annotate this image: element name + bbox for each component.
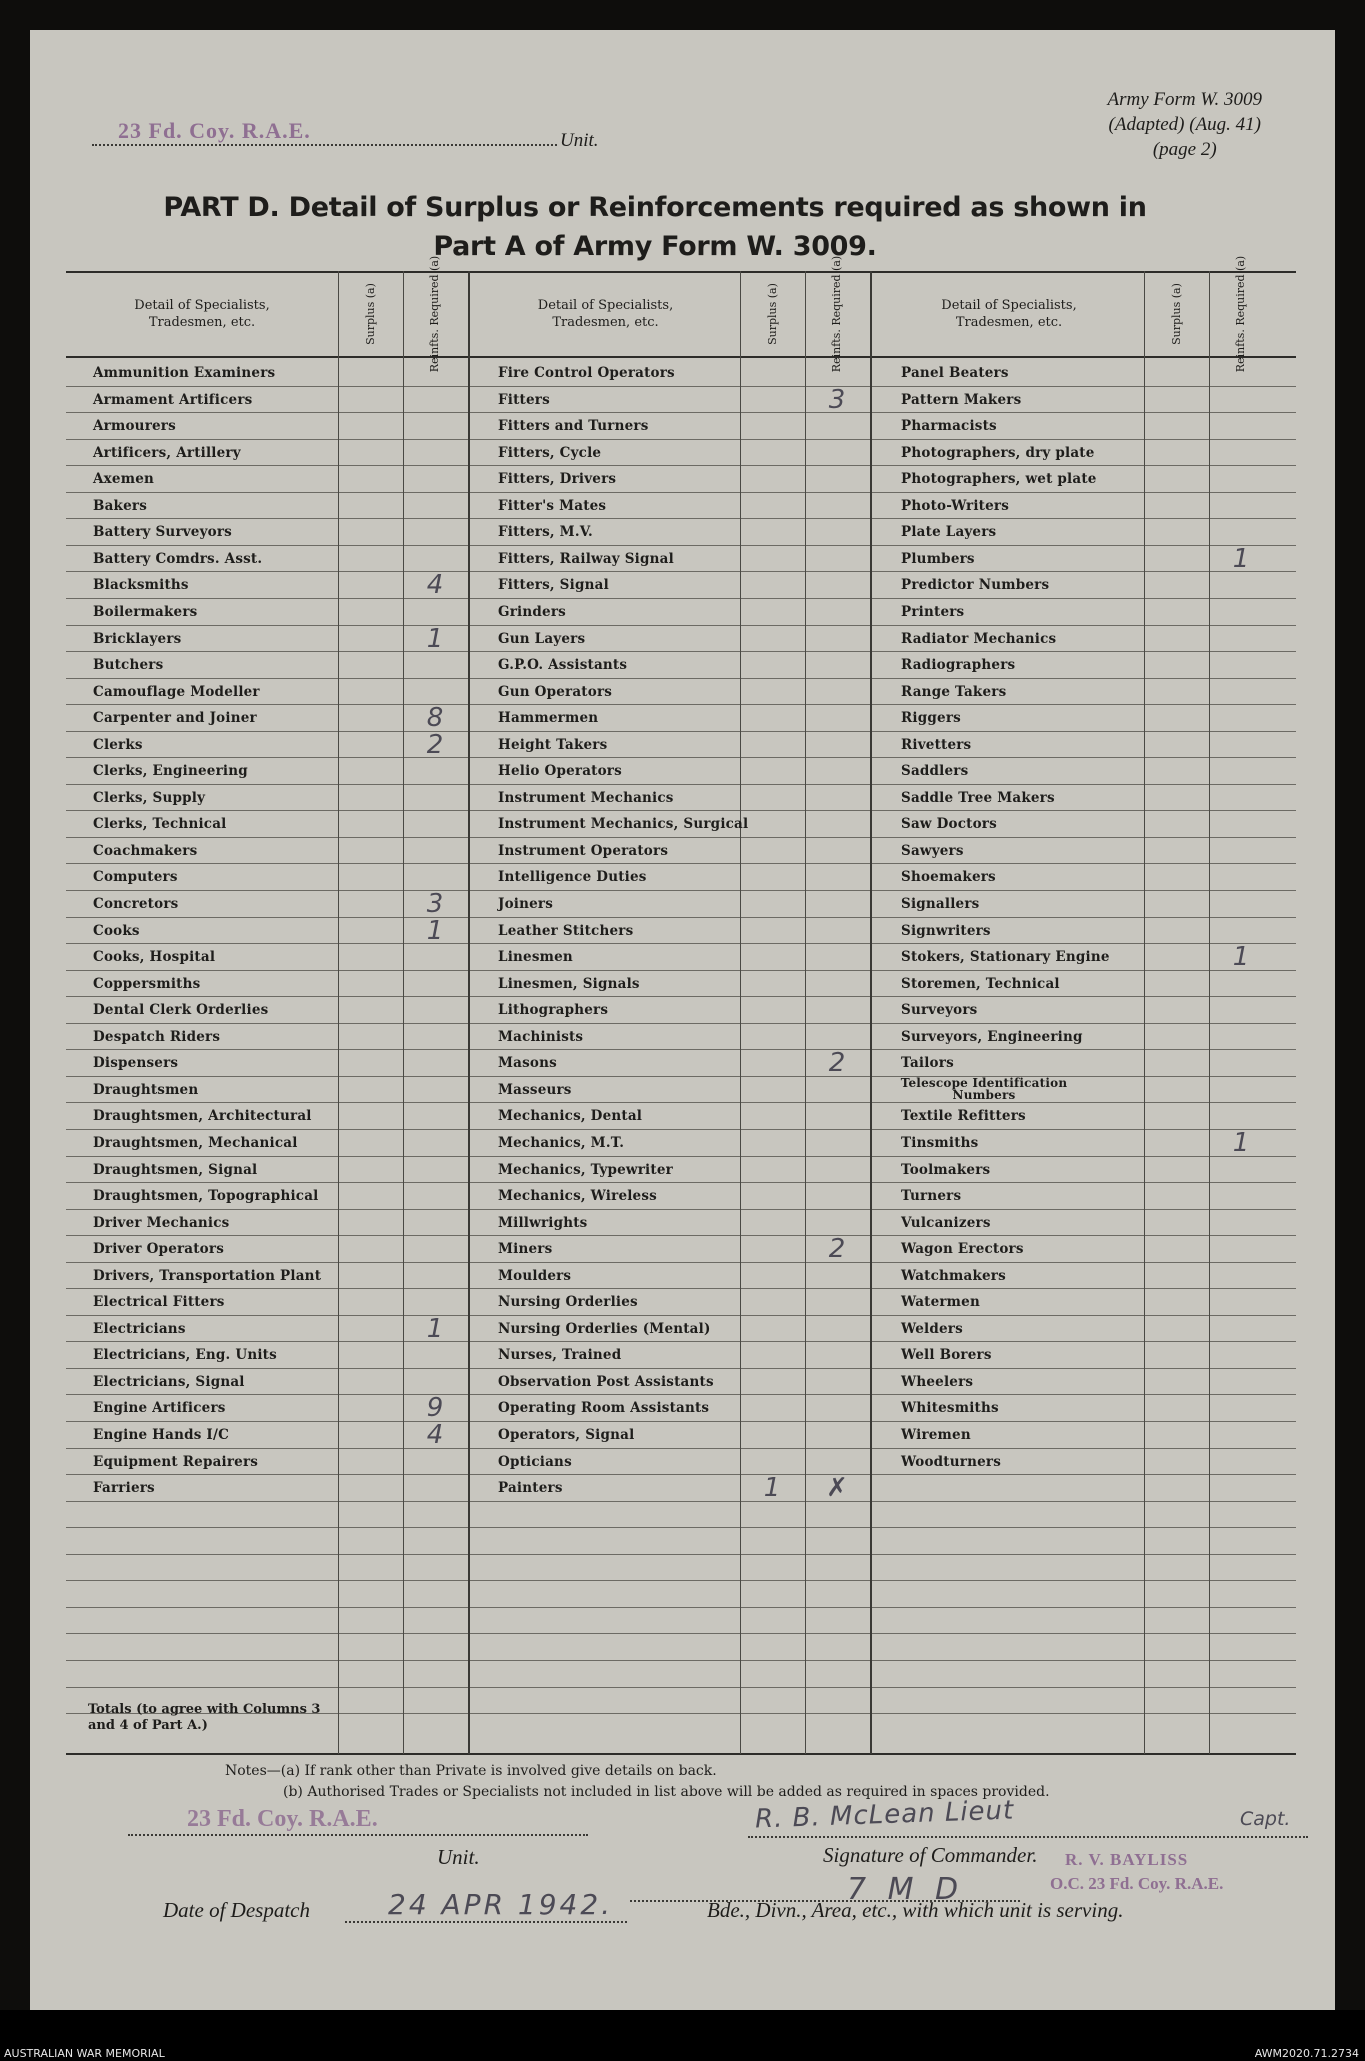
trade-label: Fire Control Operators (498, 365, 675, 381)
trade-label: Millwrights (498, 1214, 588, 1231)
trade-label: Lithographers (498, 1002, 609, 1019)
specialists-table (66, 255, 1296, 1754)
trade-label: Linesmen, Signals (498, 975, 640, 992)
column-header-surplus-text: Surplus (a) (1169, 282, 1183, 345)
commander-name-stamp: R. V. BAYLISS (1065, 1850, 1189, 1869)
trade-label: Instrument Mechanics, Surgical (498, 816, 749, 833)
trade-label: Range Takers (901, 683, 1007, 700)
trade-label: Electricians (93, 1320, 186, 1337)
trade-label: Equipment Repairers (93, 1453, 259, 1470)
table-row-rule (66, 731, 1296, 732)
trade-label: Height Takers (498, 736, 608, 753)
trade-label: Saw Doctors (901, 816, 997, 833)
table-row-rule (66, 1474, 1296, 1475)
column-header-surplus (338, 271, 403, 356)
trade-label: Masseurs (498, 1081, 572, 1098)
unit-label-bottom: Unit. (437, 1845, 480, 1869)
trade-label: Butchers (93, 657, 164, 674)
trade-label: Linesmen (498, 949, 573, 966)
trade-label: Clerks, Technical (93, 816, 227, 833)
trade-label: Bricklayers (93, 630, 182, 647)
entry-reinfts: 2 (828, 1234, 846, 1265)
trade-label: Draughtsmen, Mechanical (93, 1134, 298, 1151)
table-row-rule (66, 412, 1296, 413)
entry-reinfts: 1 (426, 915, 444, 946)
signature-rank: Capt. (1240, 1808, 1291, 1830)
trade-label: Instrument Mechanics (498, 789, 674, 806)
table-group-rule (468, 271, 470, 1754)
column-header-surplus-text: Surplus (a) (765, 282, 779, 345)
trade-label: Computers (93, 869, 178, 886)
table-column-rule (1209, 271, 1210, 1754)
table-row-rule (66, 1102, 1296, 1103)
trade-label: Drivers, Transportation Plant (93, 1267, 322, 1284)
table-row-rule (66, 678, 1296, 679)
table-row-rule (66, 704, 1296, 705)
column-header-reinfts-text: Reinfts. Required (a) (428, 255, 442, 372)
trade-label: Fitters (498, 391, 550, 408)
trade-label: Clerks, Supply (93, 789, 206, 806)
column-header-detail-text: Detail of Specialists, Tradesmen, etc. (941, 297, 1077, 330)
entry-reinfts: ✗ (826, 1473, 848, 1504)
trade-label: Fitters, M.V. (498, 524, 593, 541)
trade-label: Machinists (498, 1028, 584, 1045)
trade-label: Telescope Identification Numbers (900, 1075, 1068, 1102)
table-row-rule (66, 1448, 1296, 1449)
entry-reinfts: 3 (426, 889, 444, 919)
archive-credit: AUSTRALIAN WAR MEMORIAL (4, 2047, 165, 2060)
trade-label: Wheelers (901, 1373, 974, 1390)
table-header-rule (66, 356, 1296, 358)
table-row-rule (66, 1368, 1296, 1369)
trade-label: Blacksmiths (93, 577, 189, 594)
trade-label: Fitters, Railway Signal (498, 550, 674, 567)
note-a: Notes—(a) If rank other than Private is involved give details on back. (225, 1763, 717, 1779)
column-header-reinfts (403, 255, 468, 372)
area-label: Bde., Divn., Area, etc., with which unit is serving. (707, 1898, 1124, 1922)
trade-label: Mechanics, Dental (498, 1108, 643, 1125)
commander-signature: R. B. McLean Lieut (754, 1795, 1015, 1835)
form-ref-line: Army Form W. 3009 (1107, 89, 1262, 110)
trade-label: Coachmakers (93, 842, 198, 859)
column-header-surplus-text: Surplus (a) (363, 282, 377, 345)
trade-label: Radiographers (901, 657, 1016, 674)
table-row-rule (66, 1687, 1296, 1688)
table-row-rule (66, 1235, 1296, 1236)
trade-label: Turners (901, 1188, 962, 1205)
table-row-rule (66, 810, 1296, 811)
trade-label: Fitters, Signal (498, 577, 609, 594)
trade-label: Artificers, Artillery (93, 444, 241, 461)
entry-reinfts: 1 (426, 1313, 444, 1344)
trade-label: Signwriters (901, 922, 991, 939)
trade-label: Storemen, Technical (901, 975, 1060, 992)
trade-label: Surveyors (901, 1002, 978, 1019)
trade-label: Photographers, wet plate (901, 471, 1097, 488)
trade-label: Fitters and Turners (498, 418, 649, 435)
trade-label: Cooks, Hospital (93, 949, 216, 966)
entry-reinfts: 9 (426, 1393, 444, 1424)
trade-label: Hammermen (498, 710, 599, 727)
trade-label: Despatch Riders (93, 1028, 221, 1045)
column-header-reinfts-text: Reinfts. Required (a) (1234, 255, 1248, 372)
trade-label: G.P.O. Assistants (498, 657, 628, 674)
table-row-rule (66, 1049, 1296, 1050)
column-header-surplus (1144, 271, 1209, 356)
form-title (120, 188, 1190, 266)
trade-label: Signallers (901, 896, 980, 912)
entry-surplus: 1 (763, 1473, 781, 1504)
trade-label: Gun Layers (498, 630, 586, 647)
trade-label: Vulcanizers (901, 1214, 991, 1231)
trade-label: Nursing Orderlies (498, 1294, 638, 1311)
table-row-rule (66, 1182, 1296, 1183)
trade-label: Dental Clerk Orderlies (93, 1002, 269, 1019)
title-line-2: Part A of Army Form W. 3009. (433, 231, 877, 262)
unit-dotted-line-bottom (128, 1834, 588, 1836)
trade-label: Coppersmiths (93, 975, 201, 992)
table-row-rule (66, 1209, 1296, 1210)
table-row-rule (66, 492, 1296, 493)
trade-label: Pattern Makers (901, 391, 1022, 408)
trade-label: Cooks (93, 922, 140, 939)
entry-reinfts: 1 (426, 623, 444, 654)
table-row-rule (66, 386, 1296, 387)
date-value: 24 APR 1942. (388, 1888, 614, 1921)
trade-label: Shoemakers (901, 869, 996, 886)
trade-label: Masons (498, 1055, 557, 1072)
trade-label: Fitters, Cycle (498, 444, 602, 461)
trade-label: Armament Artificers (93, 391, 253, 408)
trade-label: Plate Layers (901, 524, 997, 541)
trade-label: Riggers (901, 710, 961, 727)
trade-label: Operating Room Assistants (498, 1400, 710, 1417)
archive-reference: AWM2020.71.2734 (1254, 2047, 1359, 2060)
column-header-detail (471, 271, 740, 356)
archive-footer-bar (0, 2010, 1365, 2061)
table-row-rule (66, 1341, 1296, 1342)
table-row-rule (66, 917, 1296, 918)
table-row-rule (66, 1660, 1296, 1661)
table-row-rule (66, 1633, 1296, 1634)
form-ref-line: (page 2) (1152, 139, 1217, 160)
trade-label: Textile Refitters (901, 1108, 1026, 1125)
table-row-rule (66, 1580, 1296, 1581)
trade-label: Nursing Orderlies (Mental) (498, 1320, 711, 1337)
table-row-rule (66, 518, 1296, 519)
trade-label: Draughtsmen, Architectural (93, 1108, 312, 1125)
column-header-detail-text: Detail of Specialists, Tradesmen, etc. (537, 297, 674, 330)
column-header-detail (66, 271, 338, 356)
trade-label: Gun Operators (498, 683, 613, 700)
table-row-rule (66, 1607, 1296, 1608)
trade-label: Photo-Writers (901, 497, 1010, 514)
table-row-rule (66, 651, 1296, 652)
table-row-rule (66, 625, 1296, 626)
trade-label: Fitters, Drivers (498, 471, 617, 488)
table-row-rule (66, 465, 1296, 466)
trade-label: Observation Post Assistants (498, 1373, 714, 1390)
trade-label: Electricians, Signal (93, 1373, 245, 1390)
trade-label: Draughtsmen, Topographical (93, 1188, 319, 1205)
unit-stamp-bottom: 23 Fd. Coy. R.A.E. (187, 1806, 378, 1832)
table-column-rule (740, 271, 741, 1754)
table-row-rule (66, 571, 1296, 572)
table-row-rule (66, 1554, 1296, 1555)
column-header-reinfts (805, 255, 870, 372)
trade-label: Stokers, Stationary Engine (901, 949, 1110, 966)
table-row-rule (66, 996, 1296, 997)
trade-label: Leather Stitchers (498, 922, 634, 939)
table-row-rule (66, 1262, 1296, 1263)
table-row-rule (66, 1394, 1296, 1395)
entry-reinfts: 2 (426, 729, 444, 760)
trade-label: Armourers (93, 418, 176, 435)
trade-label: Mechanics, Wireless (498, 1188, 657, 1205)
trade-label: Woodturners (901, 1453, 1001, 1470)
table-row-rule (66, 1076, 1296, 1077)
trade-label: Clerks (93, 736, 143, 753)
trade-label: Plumbers (901, 550, 975, 567)
title-line-1: PART D. Detail of Surplus or Reinforcements required as shown in (163, 192, 1147, 223)
trade-label: Fitter's Mates (498, 497, 607, 514)
trade-label: Battery Surveyors (93, 524, 232, 541)
trade-label: Axemen (93, 471, 155, 488)
trade-label: Driver Mechanics (93, 1214, 230, 1231)
trade-label: Engine Artificers (93, 1400, 226, 1417)
trade-label: Mechanics, M.T. (498, 1134, 625, 1151)
trade-label: Well Borers (901, 1347, 992, 1364)
trade-label: Tinsmiths (901, 1134, 979, 1151)
trade-label: Watermen (901, 1294, 980, 1311)
trade-label: Concretors (93, 896, 179, 912)
column-header-reinfts-text: Reinfts. Required (a) (830, 255, 844, 372)
trade-label: Welders (901, 1320, 963, 1337)
trade-label: Bakers (93, 497, 148, 514)
trade-label: Farriers (93, 1480, 155, 1497)
table-column-rule (805, 271, 806, 1754)
trade-label: Opticians (498, 1453, 572, 1470)
trade-label: Electricians, Eng. Units (93, 1347, 277, 1364)
table-row-rule (66, 1421, 1296, 1422)
commander-unit-stamp: O.C. 23 Fd. Coy. R.A.E. (1050, 1874, 1224, 1893)
table-group-rule (870, 271, 872, 1754)
form-reference (1108, 87, 1262, 162)
area-value: 7 M D (847, 1872, 965, 1907)
signature-dotted-line (748, 1836, 1308, 1838)
trade-label: Electrical Fitters (93, 1294, 225, 1311)
date-dotted-line (345, 1921, 627, 1923)
table-bottom-rule (66, 1753, 1296, 1755)
entry-reinfts: 3 (828, 384, 846, 415)
table-row-rule (66, 1129, 1296, 1130)
trade-label: Clerks, Engineering (93, 763, 248, 780)
note-b: (b) Authorised Trades or Specialists not included in list above will be added as required in spaces provided. (283, 1784, 1050, 1800)
table-row-rule (66, 545, 1296, 546)
table-row-rule (66, 598, 1296, 599)
table-row-rule (66, 890, 1296, 891)
table-row-rule (66, 863, 1296, 864)
trade-label: Nurses, Trained (498, 1347, 622, 1364)
trade-label: Draughtsmen (93, 1081, 199, 1098)
table-row-rule (66, 439, 1296, 440)
trade-label: Battery Comdrs. Asst. (93, 550, 263, 567)
table-row-rule (66, 1156, 1296, 1157)
table-column-rule (338, 271, 339, 1754)
trade-label: Sawyers (901, 842, 964, 859)
trade-label: Moulders (498, 1267, 572, 1284)
unit-label: Unit. (560, 130, 599, 151)
unit-dotted-line (92, 144, 557, 146)
trade-label: Saddlers (901, 763, 969, 780)
table-row-rule (66, 1288, 1296, 1289)
entry-reinfts: 8 (426, 703, 444, 734)
trade-label: Panel Beaters (901, 365, 1009, 381)
trade-label: Predictor Numbers (901, 577, 1050, 594)
table-column-rule (1144, 271, 1145, 1754)
table-row-rule (66, 784, 1296, 785)
table-row-rule (66, 970, 1296, 971)
trade-label: Carpenter and Joiner (93, 710, 257, 727)
trade-label: Mechanics, Typewriter (498, 1161, 673, 1178)
trade-label: Painters (498, 1480, 563, 1497)
trade-label: Whitesmiths (901, 1400, 999, 1417)
trade-label: Wiremen (901, 1427, 971, 1443)
trade-label: Watchmakers (901, 1267, 1006, 1284)
trade-label: Draughtsmen, Signal (93, 1161, 258, 1178)
totals-label: Totals (to agree with Columns 3 and 4 of Part A.) (88, 1702, 321, 1733)
trade-label: Wagon Erectors (901, 1241, 1024, 1258)
trade-label: Camouflage Modeller (93, 683, 260, 700)
trade-label: Boilermakers (93, 603, 198, 620)
entry-reinfts: 1 (1232, 1127, 1250, 1158)
table-row-rule (66, 1527, 1296, 1528)
trade-label: Radiator Mechanics (901, 630, 1057, 647)
unit-stamp: 23 Fd. Coy. R.A.E. (118, 118, 311, 143)
column-header-detail-text: Detail of Specialists, Tradesmen, etc. (134, 297, 270, 330)
table-row-rule (66, 1023, 1296, 1024)
table-row-rule (66, 757, 1296, 758)
entry-reinfts: 1 (1232, 942, 1250, 973)
trade-label: Engine Hands I/C (93, 1427, 230, 1443)
entry-reinfts: 2 (828, 1048, 846, 1079)
table-row-rule (66, 943, 1296, 944)
trade-label: Joiners (498, 896, 554, 912)
table-row-rule (66, 1501, 1296, 1502)
column-header-reinfts (1209, 255, 1274, 372)
trade-label: Printers (901, 603, 965, 620)
trade-label: Surveyors, Engineering (901, 1028, 1083, 1045)
entry-reinfts: 4 (426, 1420, 444, 1450)
date-label: Date of Despatch (163, 1898, 310, 1922)
entry-reinfts: 4 (426, 570, 444, 601)
trade-label: Ammunition Examiners (93, 365, 276, 381)
trade-label: Tailors (901, 1055, 954, 1072)
trade-label: Rivetters (901, 736, 972, 753)
trade-label: Pharmacists (901, 418, 997, 435)
entry-reinfts: 1 (1232, 543, 1250, 574)
trade-label: Dispensers (93, 1055, 179, 1072)
table-column-rule (403, 271, 404, 1754)
trade-label: Instrument Operators (498, 842, 669, 859)
signature-label: Signature of Commander. (823, 1843, 1038, 1867)
trade-label: Grinders (498, 603, 566, 620)
trade-label: Miners (498, 1241, 553, 1258)
trade-label: Toolmakers (901, 1161, 991, 1178)
trade-label: Driver Operators (93, 1241, 224, 1258)
table-row-rule (66, 837, 1296, 838)
trade-label: Saddle Tree Makers (901, 789, 1055, 806)
trade-label: Operators, Signal (498, 1427, 635, 1443)
column-header-detail (874, 271, 1144, 356)
table-row-rule (66, 1315, 1296, 1316)
trade-label: Helio Operators (498, 763, 622, 780)
column-header-surplus (740, 271, 805, 356)
form-ref-line: (Adapted) (Aug. 41) (1108, 114, 1261, 135)
trade-label: Photographers, dry plate (901, 444, 1095, 461)
trade-label: Intelligence Duties (498, 869, 647, 886)
